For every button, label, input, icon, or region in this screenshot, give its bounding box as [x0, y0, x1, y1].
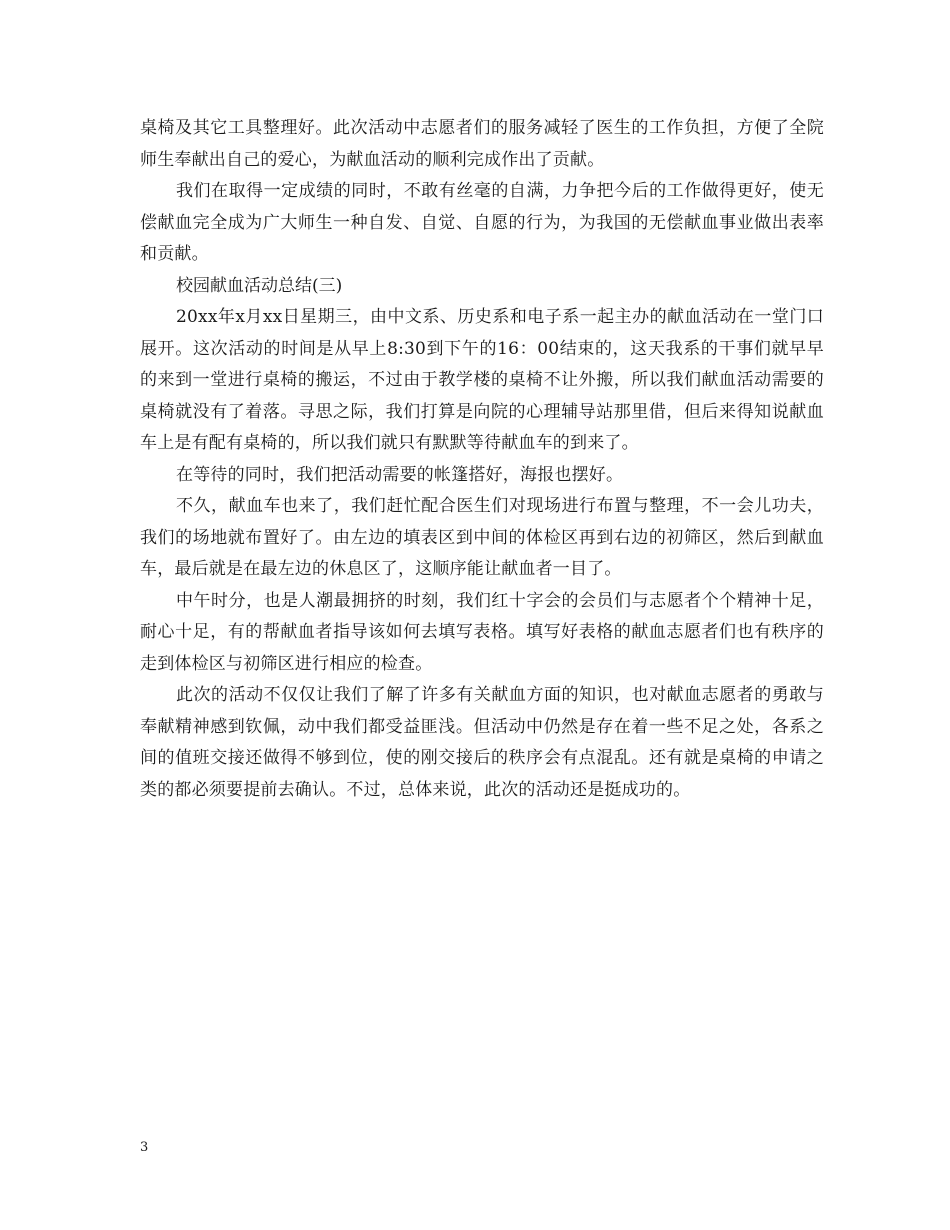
paragraph-setup: 不久，献血车也来了，我们赶忙配合医生们对现场进行布置与整理，不一会儿功夫，我们的场地就布置好了。由左边的填表区到中间的体检区再到右边的初筛区，然后到献血车，最后就是在最左边的休息区了，这顺序能让献血者一目了。 [140, 496, 824, 579]
paragraph-event-intro: 20xx年x月xx日星期三，由中文系、历史系和电子系一起主办的献血活动在一堂门口展开。这次活动的时间是从早上8:30到下午的16：00结束的，这天我系的干事们就早早的来到一堂进行桌椅的搬运，不过由于教学楼的桌椅不让外搬，所以我们献血活动需要的桌椅就没有了着落。寻思之际，我们打算是向院的心理辅导站那里借，但后来得知说献血车上是有配有桌椅的，所以我们就只有默默等待献血车的到来了。 [140, 307, 824, 453]
document-body [140, 113, 824, 806]
paragraph-noon: 中午时分，也是人潮最拥挤的时刻，我们红十字会的会员们与志愿者个个精神十足，耐心十足，有的帮献血者指导该如何去填写表格。填写好表格的献血志愿者们也有秩序的走到体检区与初筛区进行相应的检查。 [140, 590, 824, 674]
page-number: 3 [140, 1140, 149, 1155]
section-title: 校园献血活动总结(三) [176, 275, 343, 296]
paragraph-commitment: 我们在取得一定成绩的同时，不敢有丝毫的自满，力争把今后的工作做得更好，使无偿献血完全成为广大师生一种自发、自觉、自愿的行为，为我国的无偿献血事业做出表率和贡献。 [140, 181, 824, 264]
paragraph-continuation: 桌椅及其它工具整理好。此次活动中志愿者们的服务减轻了医生的工作负担，方便了全院师生奉献出自己的爱心，为献血活动的顺利完成作出了贡献。 [140, 118, 824, 170]
paragraph-summary: 此次的活动不仅仅让我们了解了许多有关献血方面的知识，也对献血志愿者的勇敢与奉献精神感到钦佩，动中我们都受益匪浅。但活动中仍然是存在着一些不足之处，各系之间的值班交接还做得不够到位，使的刚交接后的秩序会有点混乱。还有就是桌椅的申请之类的都必须要提前去确认。不过，总体来说，此次的活动还是挺成功的。 [140, 685, 824, 800]
paragraph-waiting: 在等待的同时，我们把活动需要的帐篷搭好，海报也摆好。 [176, 464, 624, 485]
